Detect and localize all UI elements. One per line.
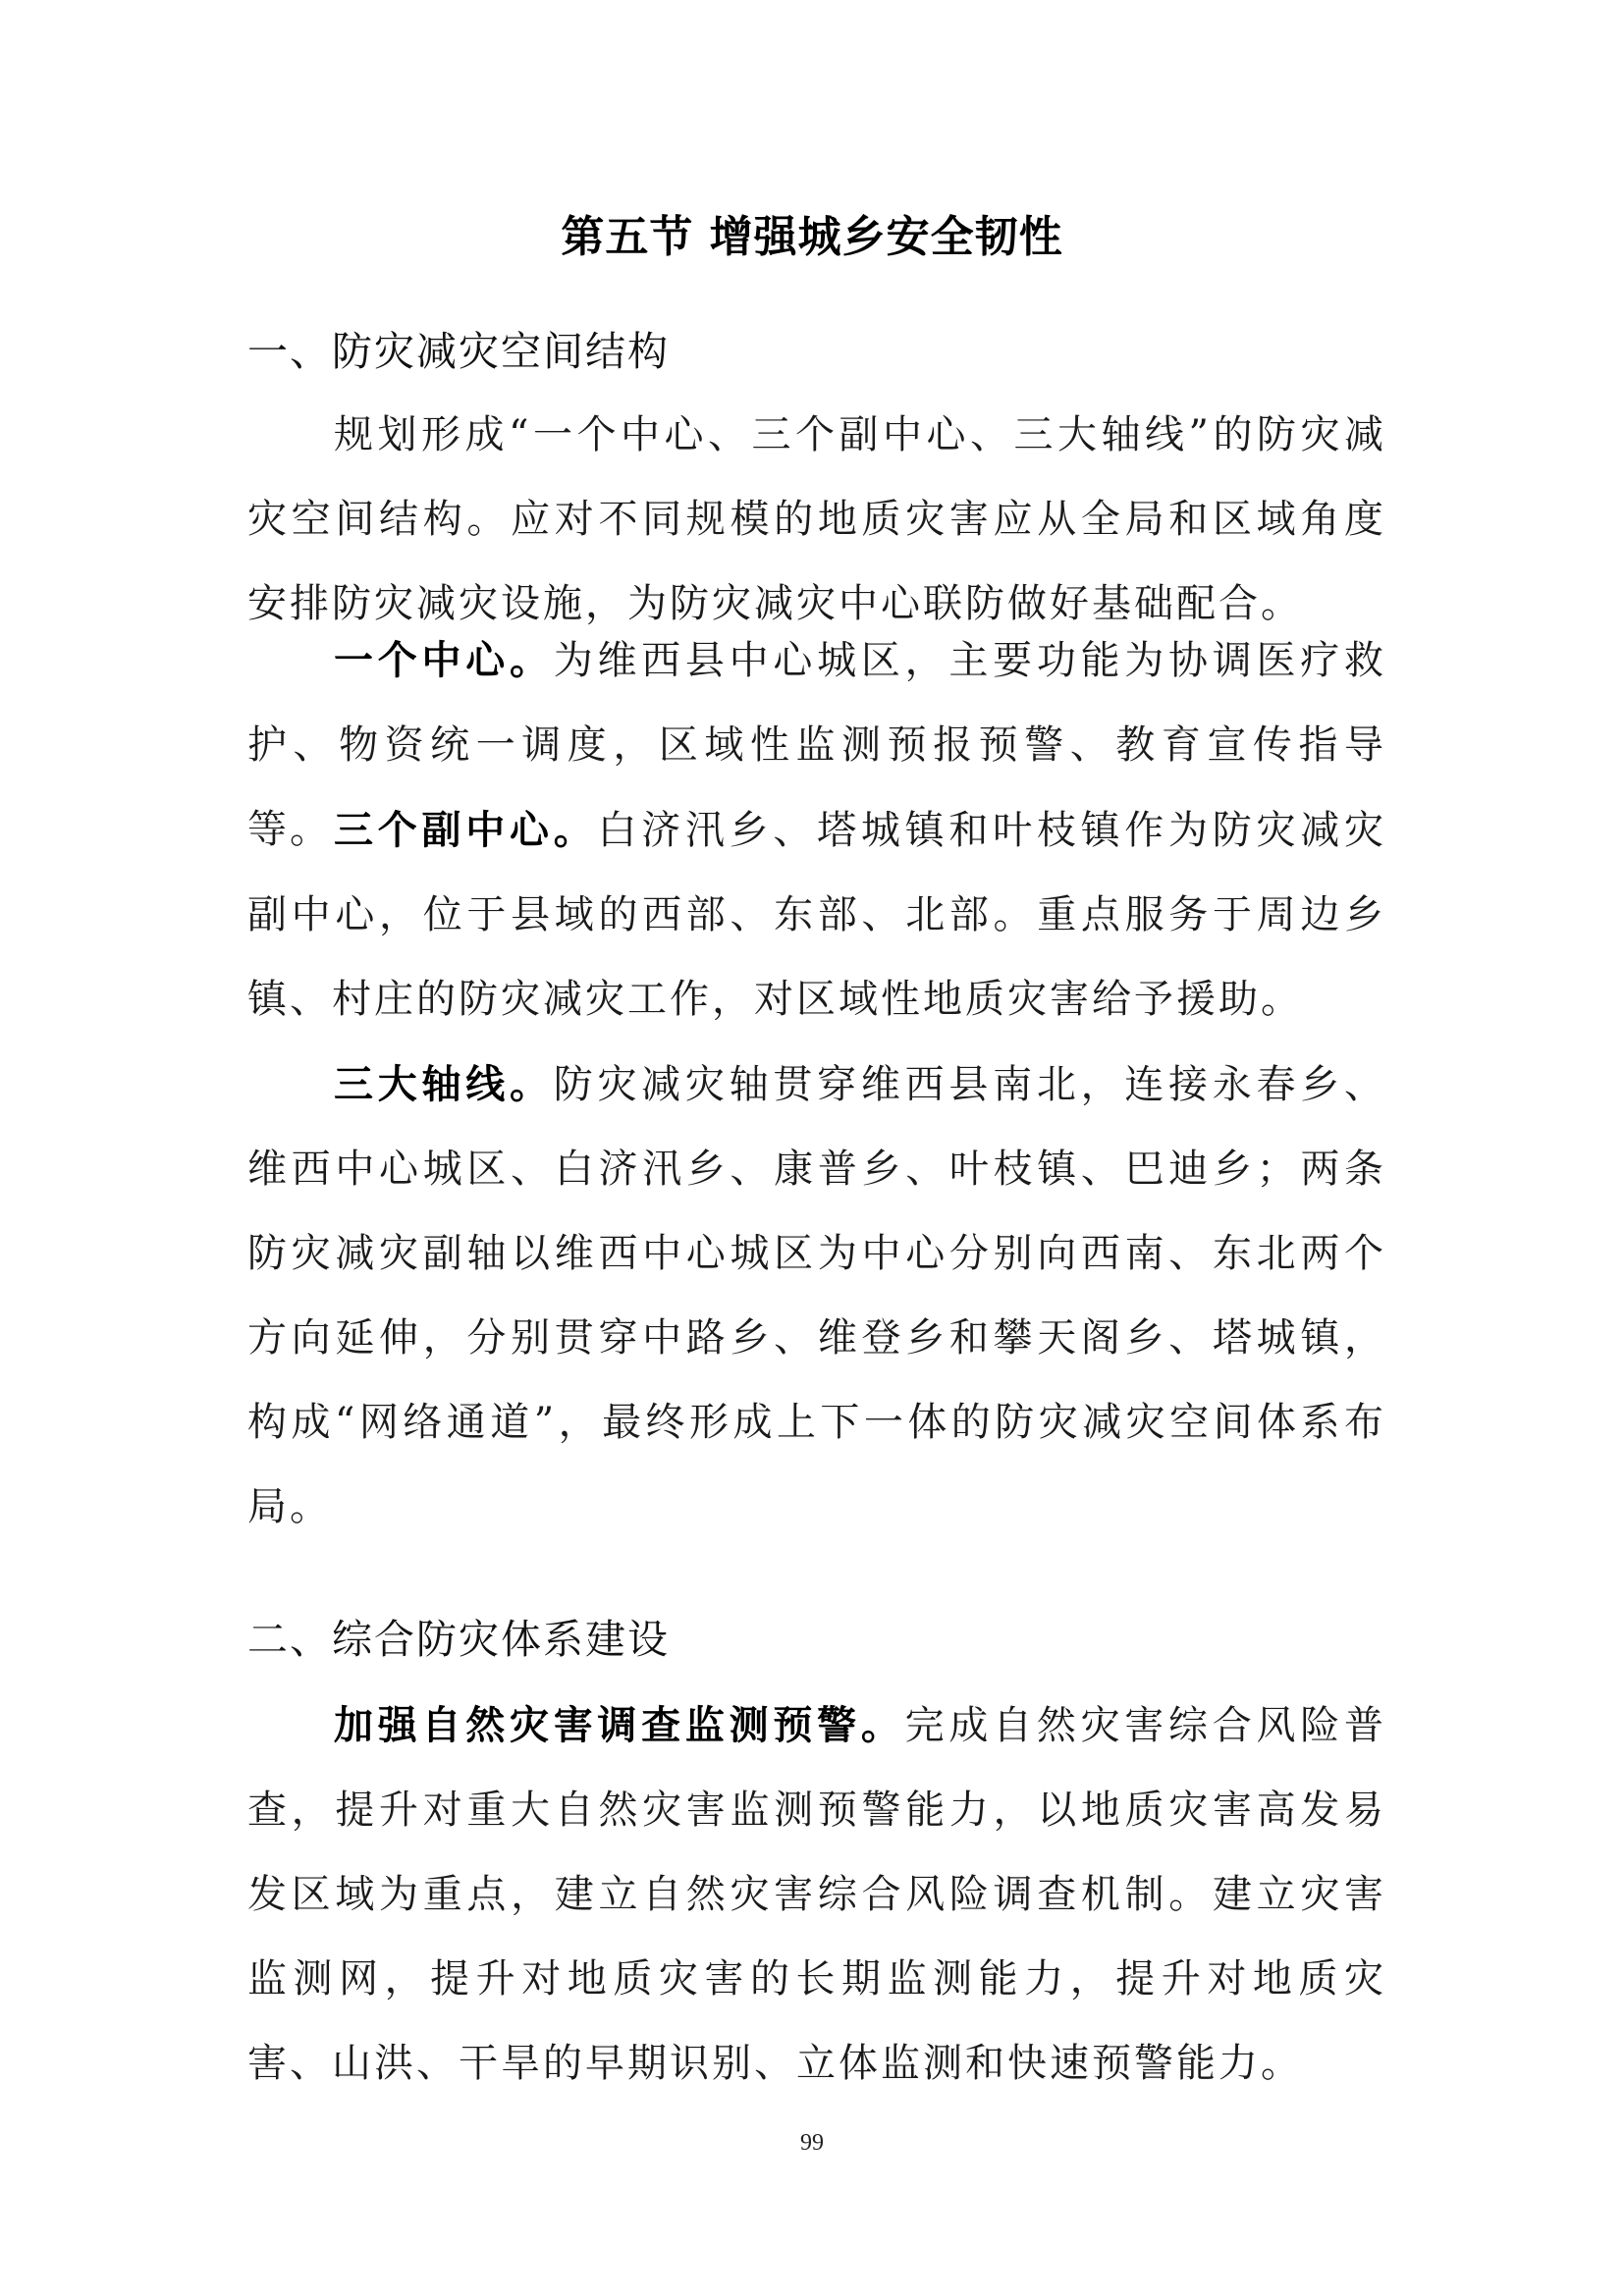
paragraph-text: 完成自然灾害综合风险普查，提升对重大自然灾害监测预警能力，以地质灾害高发易发区域为重点，建立自然灾害综合风险调查机制。建立灾害监测网，提升对地质灾害的长期监测能力，提升对地质灾害、山洪、干旱的早期识别、立体监测和快速预警能力。 bbox=[247, 1703, 1387, 2086]
paragraph-5 bbox=[247, 1683, 1386, 2106]
paragraph-lead: 三个副中心。 bbox=[334, 808, 598, 853]
paragraph-3 bbox=[247, 788, 1386, 1041]
section-heading-2: 二、综合防灾体系建设 bbox=[247, 1616, 670, 1663]
page-number: 99 bbox=[800, 2130, 824, 2156]
paragraph-text: 白济汛乡、塔城镇和叶枝镇作为防灾减灾副中心，位于县域的西部、东部、北部。重点服务于周边乡镇、村庄的防灾减灾工作，对区域性地质灾害给予援助。 bbox=[247, 808, 1387, 1022]
paragraph-lead: 一个中心。 bbox=[334, 638, 554, 683]
paragraph-text: 防灾减灾轴贯穿维西县南北，连接永春乡、维西中心城区、白济汛乡、康普乡、叶枝镇、巴迪乡；两条防灾减灾副轴以维西中心城区为中心分别向西南、东北两个方向延伸，分别贯穿中路乡、维登乡和攀天阁乡、塔城镇，构成“网络通道”，最终形成上下一体的防灾减灾空间体系布局。 bbox=[247, 1062, 1387, 1529]
paragraph-text: 规划形成“一个中心、三个副中心、三大轴线”的防灾减灾空间结构。应对不同规模的地质灾害应从全局和区域角度安排防灾减灾设施，为防灾减灾中心联防做好基础配合。 bbox=[247, 412, 1386, 626]
paragraph-text: 为维西县中心城区，主要功能为协调医疗救护、物资统一调度，区域性监测预报预警、教育宣传指导等。 bbox=[247, 638, 1387, 852]
paragraph-1 bbox=[247, 393, 1386, 646]
page-title: 第五节 增强城乡安全韧性 bbox=[561, 212, 1063, 262]
paragraph-4 bbox=[247, 1042, 1386, 1549]
paragraph-lead: 三大轴线。 bbox=[334, 1062, 554, 1107]
paragraph-lead: 加强自然灾害调查监测预警。 bbox=[334, 1703, 905, 1748]
section-heading-1: 一、防灾减灾空间结构 bbox=[247, 328, 670, 375]
